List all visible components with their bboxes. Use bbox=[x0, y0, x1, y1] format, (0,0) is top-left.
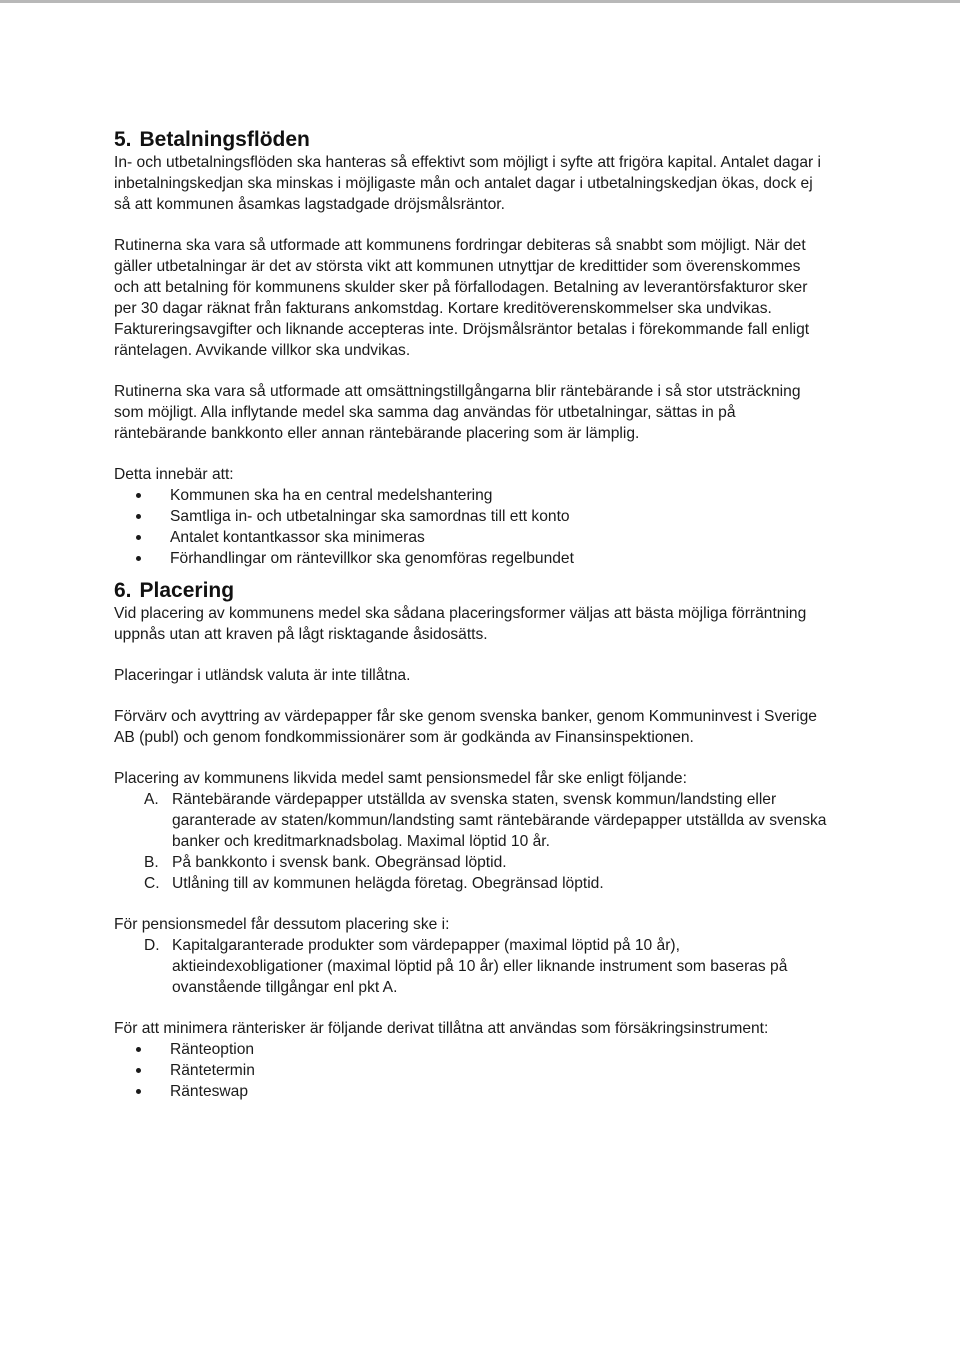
section-5-list-intro: Detta innebär att: bbox=[114, 466, 234, 483]
list-letter: D. bbox=[144, 937, 160, 954]
list-item: Ränteoption bbox=[136, 1039, 829, 1060]
section-5-paragraph-2: Rutinerna ska vara så utformade att kommunens fordringar debiteras så snabbt som möjligt. När det gäller utbetalningar är det av största vikt att kommunen utnyttjar de kredittider som överenskommes och att betalning för kommunens skulder sker på förfallodagen. Betalning av leverantörsfakturor sker per 30 dagar räknat från fakturans ankomstdag. Kortare kreditöverenskommelser ska undvikas. Faktureringsavgifter och liknande accepteras inte. Dröjsmålsräntor betalas i förekommande fall enligt räntelagen. Avvikande villkor ska undvikas. bbox=[114, 237, 810, 359]
section-6-paragraph-5: För pensionsmedel får dessutom placering ske i: bbox=[114, 916, 450, 933]
list-item-text: Kapitalgaranterade produkter som värdepapper (maximal löptid på 10 år), aktieindexobligationer (maximal löptid på 10 år) eller liknande instrument som baseras på ovanstående tillgångar enl pkt A. bbox=[172, 937, 788, 996]
list-item: Ränteswap bbox=[136, 1081, 829, 1102]
section-5-paragraph-1: In- och utbetalningsflöden ska hanteras så effektivt som möjligt i syfte att frigöra kapital. Antalet dagar i inbetalningskedjan ska minskas i möjligaste mån och antalet dagar i utbetalningskedjan ökas, dock ej så att kommunen åsamkas lagstadgade dröjsmålsräntor. bbox=[114, 154, 822, 213]
list-letter: B. bbox=[144, 854, 159, 871]
section-6-bullet-list bbox=[114, 1039, 829, 1102]
list-item bbox=[144, 873, 829, 894]
section-6-paragraph-3: Förvärv och avyttring av värdepapper får ske genom svenska banker, genom Kommuninvest i Sverige AB (publ) och genom fondkommissionärer som är godkända av Finansinspektionen. bbox=[114, 708, 817, 746]
list-item-text: På bankkonto i svensk bank. Obegränsad löptid. bbox=[172, 854, 507, 871]
list-item bbox=[144, 789, 829, 852]
list-item: Samtliga in- och utbetalningar ska samordnas till ett konto bbox=[136, 506, 829, 527]
section-6-title: Placering bbox=[139, 579, 235, 602]
list-item: Räntetermin bbox=[136, 1060, 829, 1081]
section-5-title: Betalningsflöden bbox=[139, 128, 310, 151]
list-item: Kommunen ska ha en central medelshantering bbox=[136, 485, 829, 506]
page-top-rule bbox=[0, 0, 960, 3]
list-item: Antalet kontantkassor ska minimeras bbox=[136, 527, 829, 548]
list-letter: A. bbox=[144, 791, 159, 808]
section-6-heading bbox=[114, 579, 829, 603]
list-item: Förhandlingar om räntevillkor ska genomföras regelbundet bbox=[136, 548, 829, 569]
document-page bbox=[114, 128, 829, 1102]
list-item bbox=[144, 935, 829, 998]
list-item-text: Räntebärande värdepapper utställda av svenska staten, svensk kommun/landsting eller garanterade av staten/kommun/landsting samt räntebärande värdepapper utställda av svenska banker och kreditmarknadsbolag. Maximal löptid 10 år. bbox=[172, 791, 827, 850]
section-6-paragraph-2: Placeringar i utländsk valuta är inte tillåtna. bbox=[114, 667, 411, 684]
section-6-paragraph-4: Placering av kommunens likvida medel samt pensionsmedel får ske enligt följande: bbox=[114, 770, 687, 787]
list-item-text: Utlåning till av kommunen helägda företag. Obegränsad löptid. bbox=[172, 875, 604, 892]
section-6-number: 6. bbox=[114, 579, 132, 602]
section-5-paragraph-3: Rutinerna ska vara så utformade att omsättningstillgångarna blir räntebärande i så stor utsträckning som möjligt. Alla inflytande medel ska samma dag användas för utbetalningar, sättas in på räntebärande bankkonto eller annan räntebärande placering som är lämplig. bbox=[114, 383, 801, 442]
section-5-number: 5. bbox=[114, 128, 132, 151]
section-6-lettered-list-2 bbox=[114, 935, 829, 998]
section-6-paragraph-1: Vid placering av kommunens medel ska sådana placeringsformer väljas att bästa möjliga förräntning uppnås utan att kraven på lågt risktagande åsidosätts. bbox=[114, 605, 807, 643]
section-5-heading bbox=[114, 128, 829, 152]
section-6-lettered-list bbox=[114, 789, 829, 894]
section-5-bullet-list bbox=[114, 485, 829, 569]
list-letter: C. bbox=[144, 875, 160, 892]
list-item bbox=[144, 852, 829, 873]
section-6-paragraph-6: För att minimera ränterisker är följande derivat tillåtna att användas som försäkringsinstrument: bbox=[114, 1020, 769, 1037]
